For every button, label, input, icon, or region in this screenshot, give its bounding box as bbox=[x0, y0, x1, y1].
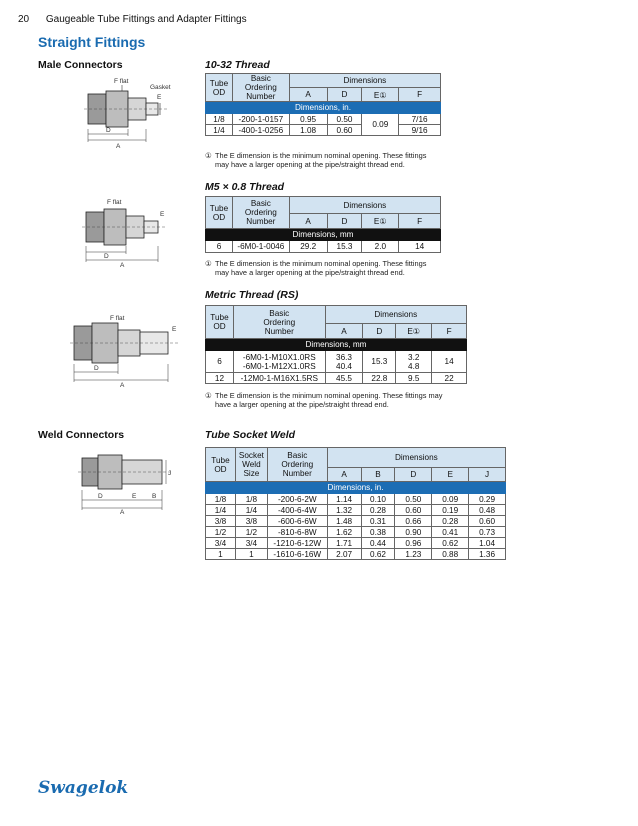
table-cell: 1/4 bbox=[235, 505, 267, 516]
col-header: E bbox=[432, 468, 469, 482]
col-header: A bbox=[325, 324, 363, 339]
table-cell: 0.19 bbox=[432, 505, 469, 516]
footnote-text: have a larger opening at the pipe/straight thread end. bbox=[215, 400, 389, 409]
table-cell: 1/4 bbox=[206, 125, 233, 136]
table-cell: 4.8 bbox=[408, 361, 420, 371]
table-cell: 1 bbox=[206, 549, 236, 560]
table-cell: -1610-6-16W bbox=[267, 549, 327, 560]
table-row bbox=[206, 114, 441, 125]
table-cell: 0.88 bbox=[432, 549, 469, 560]
table-cell: 0.60 bbox=[395, 505, 432, 516]
dim-label: D bbox=[106, 127, 111, 134]
dim-label: E bbox=[132, 493, 137, 500]
table-row bbox=[206, 505, 506, 516]
col-header: Number bbox=[264, 326, 294, 336]
table-cell: 36.3 bbox=[336, 352, 352, 362]
table-row bbox=[206, 125, 441, 136]
table-row bbox=[206, 241, 441, 253]
table-title-rs: Metric Thread (RS) bbox=[205, 289, 299, 301]
table-cell: 3/8 bbox=[235, 516, 267, 527]
col-header: Tube bbox=[209, 78, 229, 88]
dim-label: D bbox=[94, 365, 99, 372]
table-cell: 1.08 bbox=[289, 125, 327, 136]
table-cell: 0.31 bbox=[361, 516, 395, 527]
table-cell: 0.50 bbox=[327, 114, 362, 125]
table-10-32-thread bbox=[205, 73, 441, 136]
table-cell: 1/2 bbox=[206, 527, 236, 538]
table-cell: 15.3 bbox=[327, 241, 362, 253]
table-cell: 1.71 bbox=[327, 538, 361, 549]
col-header: Tube bbox=[210, 313, 229, 322]
col-header: Basic bbox=[250, 74, 271, 83]
table-cell: 0.10 bbox=[361, 494, 395, 505]
table-row bbox=[206, 538, 506, 549]
dim-label: F flat bbox=[114, 78, 129, 85]
col-header: Number bbox=[246, 217, 276, 226]
title-part: × bbox=[222, 181, 229, 193]
male-connector-m5-diagram bbox=[80, 196, 170, 268]
table-row bbox=[206, 351, 467, 373]
table-cell: 3/4 bbox=[235, 538, 267, 549]
table-cell: 0.60 bbox=[327, 125, 362, 136]
dim-label: E bbox=[160, 211, 165, 218]
table-cell: 0.41 bbox=[432, 527, 469, 538]
page-number: 20 bbox=[18, 14, 30, 25]
table-cell: 7/16 bbox=[399, 114, 441, 125]
col-header: F bbox=[399, 214, 441, 229]
col-header: Socket bbox=[238, 451, 264, 460]
table-metric-thread-rs bbox=[205, 305, 467, 384]
table-cell: 0.09 bbox=[432, 494, 469, 505]
male-connector-rs-diagram bbox=[68, 312, 183, 388]
table-cell: -400-6-4W bbox=[267, 505, 327, 516]
table-cell: 29.2 bbox=[289, 241, 327, 253]
weld-connector-diagram bbox=[78, 448, 178, 514]
male-connector-10-32-diagram bbox=[78, 74, 183, 150]
footnote-text: may have a larger opening at the pipe/straight thread end. bbox=[215, 160, 405, 169]
table-cell: -12M0-1-M16X1.5RS bbox=[233, 373, 325, 384]
col-header: Basic bbox=[250, 199, 271, 208]
col-header: D bbox=[395, 468, 432, 482]
table-cell: 0.96 bbox=[395, 538, 432, 549]
table-cell: 12 bbox=[206, 373, 234, 384]
table-cell: 1.14 bbox=[327, 494, 361, 505]
col-header: Ordering bbox=[244, 83, 277, 92]
table-cell: 1.62 bbox=[327, 527, 361, 538]
table-cell: 0.44 bbox=[361, 538, 395, 549]
col-header: J bbox=[469, 468, 506, 482]
title-part: 0.8 Thread bbox=[231, 181, 285, 193]
table-cell: 0.90 bbox=[395, 527, 432, 538]
footnote-text: The E dimension is the minimum nominal opening. These fittings bbox=[215, 151, 427, 160]
table-title-10-32: 10-32 Thread bbox=[205, 59, 270, 71]
table-row bbox=[206, 373, 467, 384]
table-cell: 1.23 bbox=[395, 549, 432, 560]
table-cell: 40.4 bbox=[336, 361, 352, 371]
table-cell: -1210-6-12W bbox=[267, 538, 327, 549]
table-title-m5 bbox=[205, 181, 284, 193]
table-cell: -6M0-1-M10X1.0RS bbox=[242, 352, 316, 362]
table-cell: 6 bbox=[206, 351, 234, 373]
table-cell: 1/8 bbox=[206, 114, 233, 125]
table-cell: -200-1-0157 bbox=[232, 114, 289, 125]
col-header: Size bbox=[243, 469, 260, 478]
col-header: OD bbox=[212, 212, 226, 222]
table-cell: 2.0 bbox=[362, 241, 399, 253]
table-cell: 1 bbox=[235, 549, 267, 560]
table-cell: 0.09 bbox=[362, 114, 399, 136]
footnote-text: may have a larger opening at the pipe/straight thread end. bbox=[215, 268, 405, 277]
table-cell: 1.48 bbox=[327, 516, 361, 527]
footnote bbox=[205, 259, 426, 277]
table-cell: 1.04 bbox=[469, 538, 506, 549]
unit-band: Dimensions, mm bbox=[206, 229, 441, 241]
col-header: E bbox=[407, 327, 413, 336]
col-header: OD bbox=[214, 464, 227, 474]
table-cell: 3/4 bbox=[206, 538, 236, 549]
table-cell: 0.29 bbox=[469, 494, 506, 505]
dim-label: A bbox=[120, 382, 125, 388]
table-cell: 3/8 bbox=[206, 516, 236, 527]
col-header: Ordering bbox=[281, 460, 314, 469]
table-cell: 3.2 bbox=[408, 352, 420, 362]
col-header: F bbox=[399, 88, 441, 102]
table-cell: 22 bbox=[432, 373, 467, 384]
table-cell: 0.50 bbox=[395, 494, 432, 505]
footnote bbox=[205, 391, 442, 409]
col-header: Tube bbox=[209, 203, 229, 213]
table-cell: 0.38 bbox=[361, 527, 395, 538]
footnote-mark: ① bbox=[379, 217, 387, 226]
unit-band: Dimensions, in. bbox=[206, 482, 506, 494]
footnote-mark: ① bbox=[412, 327, 421, 336]
table-cell: -200-6-2W bbox=[267, 494, 327, 505]
col-header: Dimensions bbox=[325, 306, 466, 324]
col-header: E bbox=[373, 217, 380, 226]
table-row bbox=[206, 549, 506, 560]
footnote bbox=[205, 151, 426, 169]
unit-band: Dimensions, in. bbox=[206, 102, 441, 114]
table-cell: -6M0-1-M12X1.0RS bbox=[242, 361, 316, 371]
col-header: Dimensions bbox=[289, 74, 440, 88]
dim-label: A bbox=[120, 262, 125, 268]
dim-label: D bbox=[98, 493, 103, 500]
col-header: Number bbox=[282, 469, 312, 478]
table-cell: -810-6-8W bbox=[267, 527, 327, 538]
dim-label: E bbox=[157, 94, 162, 101]
col-header: D bbox=[363, 324, 396, 339]
table-row bbox=[206, 494, 506, 505]
col-header: Dimensions bbox=[327, 448, 505, 468]
table-cell: 9.5 bbox=[396, 373, 432, 384]
table-cell: 0.62 bbox=[361, 549, 395, 560]
col-header: Dimensions bbox=[289, 197, 440, 214]
col-header: A bbox=[327, 468, 361, 482]
col-header: A bbox=[289, 88, 327, 102]
dim-label: F flat bbox=[110, 315, 125, 322]
table-cell: 22.8 bbox=[363, 373, 396, 384]
dim-label: F flat bbox=[107, 199, 122, 206]
table-cell: 9/16 bbox=[399, 125, 441, 136]
table-cell: 1.36 bbox=[469, 549, 506, 560]
weld-connectors-heading: Weld Connectors bbox=[38, 429, 125, 441]
col-header: Ordering bbox=[244, 208, 277, 217]
col-header: Weld bbox=[242, 460, 261, 469]
col-header: Basic bbox=[269, 308, 290, 318]
col-header: OD bbox=[213, 322, 226, 331]
dim-label: A bbox=[116, 143, 121, 150]
col-header: OD bbox=[212, 87, 226, 97]
footnote-mark: ① bbox=[205, 151, 212, 160]
dim-label: B bbox=[152, 493, 157, 500]
table-cell: -400-1-0256 bbox=[232, 125, 289, 136]
footnote-mark: ① bbox=[379, 90, 387, 100]
col-header: D bbox=[327, 88, 362, 102]
table-row bbox=[206, 516, 506, 527]
dim-label: Gasket bbox=[150, 84, 171, 91]
col-header: Number bbox=[246, 92, 276, 101]
male-connectors-heading: Male Connectors bbox=[38, 59, 123, 71]
table-tube-socket-weld bbox=[205, 447, 506, 560]
table-cell: 45.5 bbox=[325, 373, 363, 384]
dim-label: D bbox=[104, 253, 109, 260]
table-cell: -6M0-1-0046 bbox=[232, 241, 289, 253]
table-m5-thread bbox=[205, 196, 441, 253]
table-cell: 15.3 bbox=[363, 351, 396, 373]
table-cell: 0.66 bbox=[395, 516, 432, 527]
unit-band: Dimensions, mm bbox=[206, 339, 467, 351]
col-header: E bbox=[373, 90, 380, 100]
table-cell: 0.62 bbox=[432, 538, 469, 549]
table-cell: -600-6-6W bbox=[267, 516, 327, 527]
table-cell: 0.28 bbox=[432, 516, 469, 527]
table-cell: 1/8 bbox=[235, 494, 267, 505]
dim-label: A bbox=[120, 509, 125, 514]
footnote-text: The E dimension is the minimum nominal opening. These fittings bbox=[215, 259, 427, 268]
table-cell: 2.07 bbox=[327, 549, 361, 560]
table-cell: 14 bbox=[432, 351, 467, 373]
table-row bbox=[206, 527, 506, 538]
section-title: Straight Fittings bbox=[38, 34, 146, 50]
table-cell: 14 bbox=[399, 241, 441, 253]
footnote-mark: ① bbox=[205, 259, 212, 268]
table-cell: 0.73 bbox=[469, 527, 506, 538]
table-title-weld: Tube Socket Weld bbox=[205, 429, 296, 441]
swagelok-logo: Swagelok bbox=[38, 778, 129, 798]
col-header: B bbox=[361, 468, 395, 482]
col-header: A bbox=[289, 214, 327, 229]
header-title: Gaugeable Tube Fittings and Adapter Fittings bbox=[45, 14, 247, 25]
table-cell: 1.32 bbox=[327, 505, 361, 516]
table-cell: 1/2 bbox=[235, 527, 267, 538]
dim-label: E bbox=[172, 326, 177, 333]
table-cell: 0.95 bbox=[289, 114, 327, 125]
col-header: Tube bbox=[211, 455, 230, 465]
table-cell: 1/4 bbox=[206, 505, 236, 516]
col-header: D bbox=[327, 214, 362, 229]
col-header: Ordering bbox=[263, 317, 296, 327]
col-header: F bbox=[432, 324, 467, 339]
table-cell: 0.48 bbox=[469, 505, 506, 516]
table-cell: 0.28 bbox=[361, 505, 395, 516]
page-header bbox=[18, 14, 247, 25]
footnote-mark: ① bbox=[205, 391, 212, 400]
table-cell: 6 bbox=[206, 241, 233, 253]
footnote-text: The E dimension is the minimum nominal opening. These fittings may bbox=[215, 391, 443, 400]
table-cell: 1/8 bbox=[206, 494, 236, 505]
dim-label: J bbox=[168, 470, 172, 477]
table-cell: 0.60 bbox=[469, 516, 506, 527]
col-header: Basic bbox=[287, 451, 308, 460]
title-part: M5 bbox=[205, 181, 220, 193]
